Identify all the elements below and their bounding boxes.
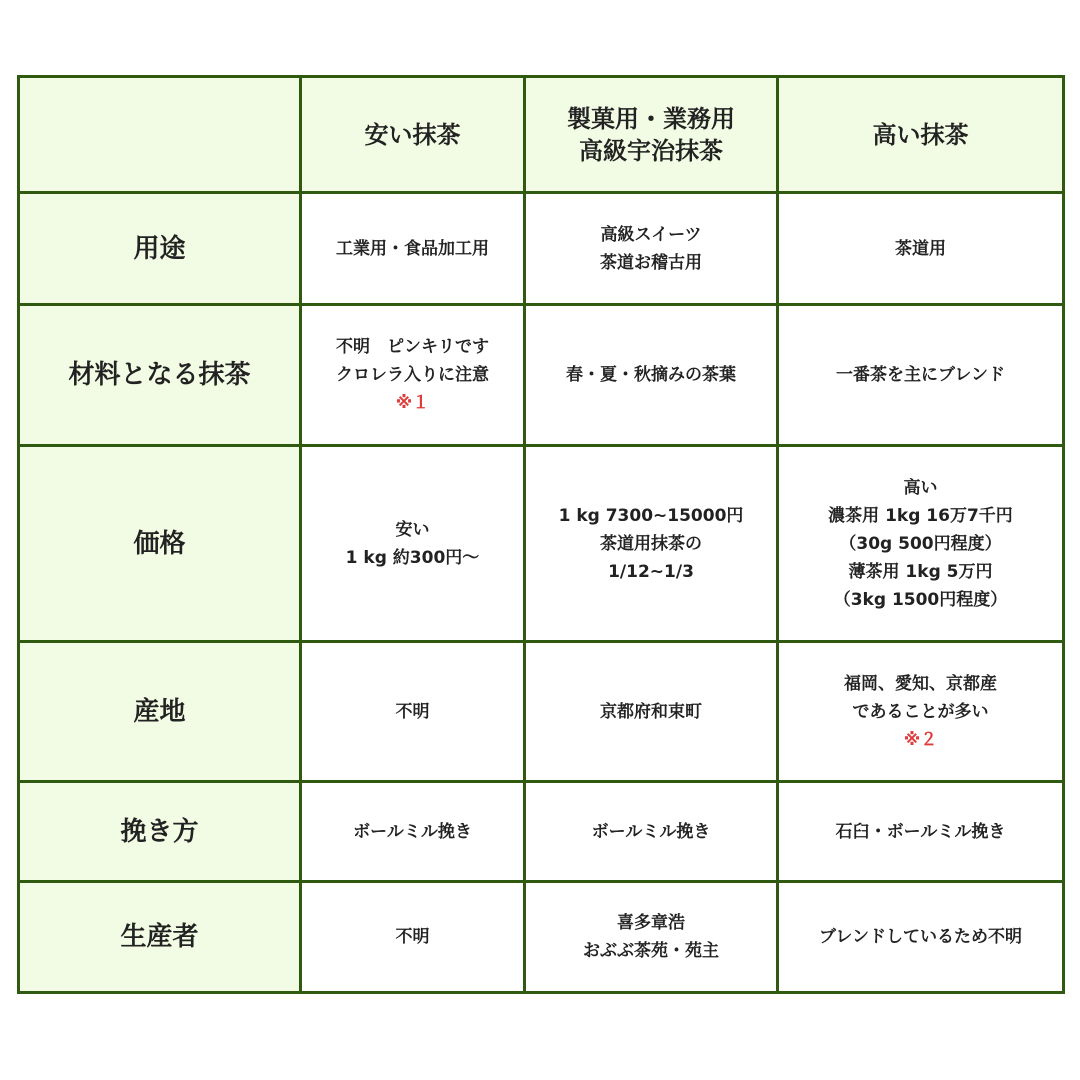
- origin-expensive-line2: であることが多い: [852, 701, 989, 722]
- grinding-cheap: ボールミル挽き: [301, 782, 525, 882]
- table-row-material: [19, 305, 1064, 446]
- table-row-producer: [19, 882, 1064, 993]
- header-business-line1: 製菓用・業務用: [567, 104, 735, 133]
- producer-expensive: ブレンドしているため不明: [778, 882, 1064, 993]
- material-business: 春・夏・秋摘みの茶葉: [525, 305, 778, 446]
- row-label-grinding: 挽き方: [19, 782, 301, 882]
- price-business-line2: 茶道用抹茶の: [600, 533, 702, 554]
- producer-business-line2: おぶぶ茶苑・苑主: [583, 941, 719, 961]
- header-business-line2: 高級宇治抹茶: [579, 136, 723, 165]
- price-expensive-line1: 高い: [903, 477, 938, 498]
- origin-expensive-note: ※２: [903, 729, 938, 750]
- header-cheap-matcha: 安い抹茶: [301, 77, 525, 193]
- price-business-line1: 1 kg 7300~15000円: [558, 505, 744, 526]
- row-label-origin: 産地: [19, 642, 301, 782]
- material-cheap: [301, 305, 525, 446]
- grinding-expensive: 石臼・ボールミル挽き: [778, 782, 1064, 882]
- usage-business-line1: 高級スイーツ: [600, 224, 702, 245]
- table-row-grinding: [19, 782, 1064, 882]
- origin-expensive: [778, 642, 1064, 782]
- material-cheap-line1: 不明 ピンキリです: [336, 337, 489, 357]
- price-expensive-line2: 濃茶用 1kg 16万7千円: [828, 505, 1013, 526]
- table-row-usage: [19, 193, 1064, 305]
- table-row-price: [19, 446, 1064, 642]
- producer-business: [525, 882, 778, 993]
- price-cheap-line2: 1 kg 約300円～: [345, 547, 480, 568]
- header-expensive-matcha: 高い抹茶: [778, 77, 1064, 193]
- table-header-row: [19, 77, 1064, 193]
- usage-business: [525, 193, 778, 305]
- row-label-material: 材料となる抹茶: [19, 305, 301, 446]
- row-label-usage: 用途: [19, 193, 301, 305]
- price-cheap-line1: 安い: [395, 519, 430, 540]
- price-expensive: [778, 446, 1064, 642]
- price-expensive-line5: （3kg 1500円程度）: [833, 589, 1008, 610]
- matcha-comparison-table: [17, 75, 1065, 994]
- row-label-producer: 生産者: [19, 882, 301, 993]
- usage-cheap: 工業用・食品加工用: [301, 193, 525, 305]
- material-cheap-line2: クロレラ入りに注意: [336, 365, 489, 385]
- producer-cheap: 不明: [301, 882, 525, 993]
- material-expensive: 一番茶を主にブレンド: [778, 305, 1064, 446]
- header-business-matcha: [525, 77, 778, 193]
- price-business: [525, 446, 778, 642]
- usage-business-line2: 茶道お稽古用: [600, 252, 702, 273]
- corner-cell: [19, 77, 301, 193]
- price-business-line3: 1/12~1/3: [608, 561, 694, 582]
- origin-business: 京都府和束町: [525, 642, 778, 782]
- origin-cheap: 不明: [301, 642, 525, 782]
- price-cheap: [301, 446, 525, 642]
- price-expensive-line4: 薄茶用 1kg 5万円: [848, 561, 993, 582]
- origin-expensive-line1: 福岡、愛知、京都産: [844, 673, 997, 694]
- grinding-business: ボールミル挽き: [525, 782, 778, 882]
- usage-expensive: 茶道用: [778, 193, 1064, 305]
- material-cheap-note: ※１: [395, 393, 430, 413]
- producer-business-line1: 喜多章浩: [617, 913, 685, 933]
- row-label-price: 価格: [19, 446, 301, 642]
- price-expensive-line3: （30g 500円程度）: [839, 533, 1002, 554]
- table-row-origin: [19, 642, 1064, 782]
